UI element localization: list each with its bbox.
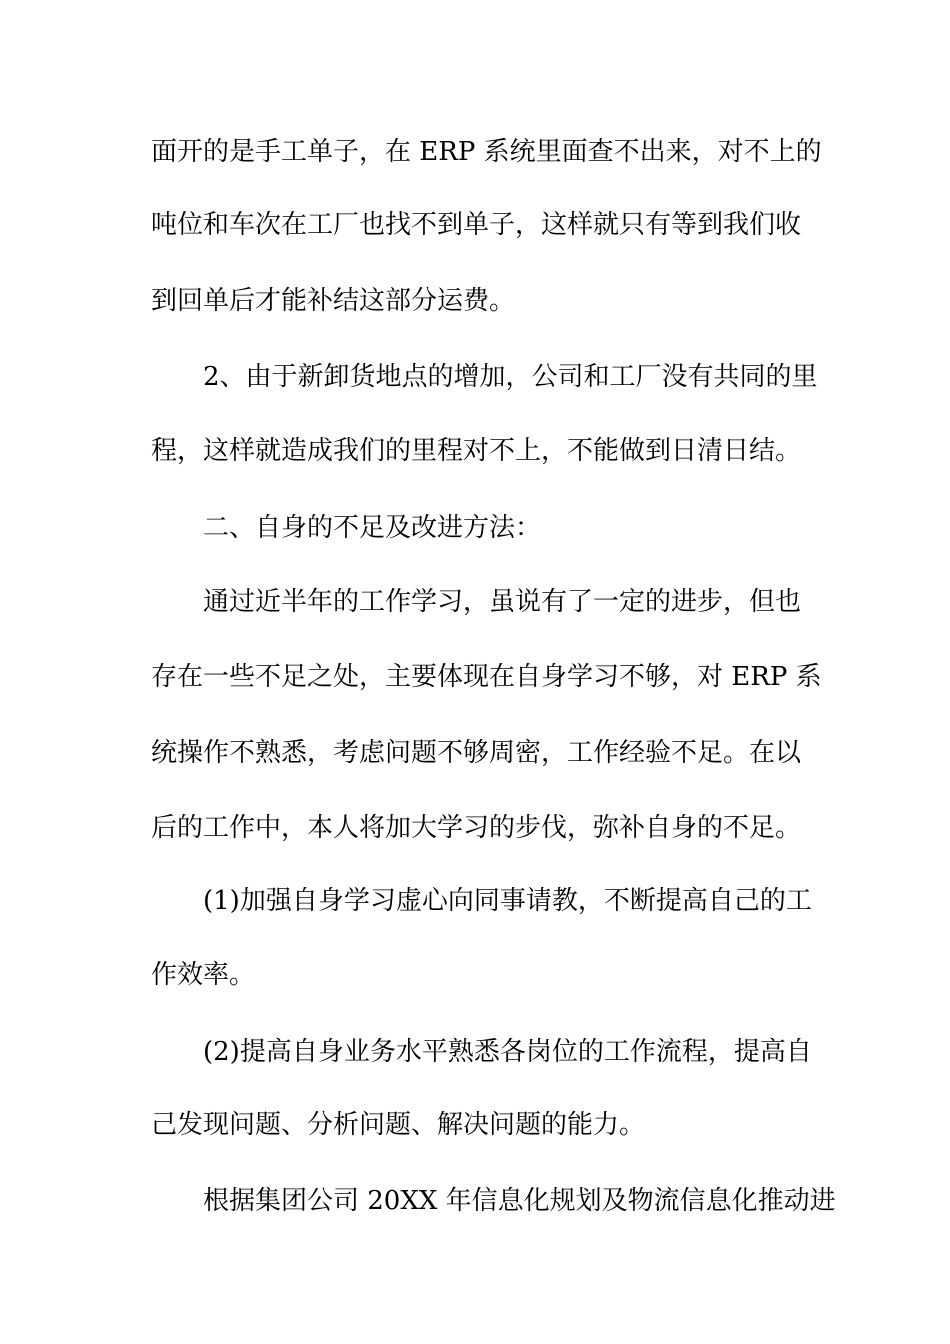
text-line: 程，这样就造成我们的里程对不上，不能做到日清日结。 bbox=[151, 436, 802, 466]
text-line: 后的工作中，本人将加大学习的步伐，弥补自身的不足。 bbox=[151, 813, 802, 843]
text-line: 统操作不熟悉，考虑问题不够周密，工作经验不足。在以 bbox=[151, 738, 802, 768]
text-line: 存在一些不足之处，主要体现在自身学习不够，对 ERP 系 bbox=[151, 662, 822, 692]
section-heading: 二、自身的不足及改进方法： bbox=[203, 513, 542, 543]
list-item: (1)加强自身学习虚心向同事请教，不断提高自己的工 bbox=[203, 886, 812, 916]
text-line: 通过近半年的工作学习，虽说有了一定的进步，但也 bbox=[203, 587, 802, 617]
list-item: (2)提高自身业务水平熟悉各岗位的工作流程，提高自 bbox=[203, 1037, 812, 1067]
text-line: 根据集团公司 20XX 年信息化规划及物流信息化推动进 bbox=[203, 1186, 836, 1216]
text-line: 面开的是手工单子，在 ERP 系统里面查不出来，对不上的 bbox=[151, 137, 822, 167]
text-line: 2、由于新卸货地点的增加，公司和工厂没有共同的里 bbox=[203, 362, 818, 392]
text-line: 己发现问题、分析问题、解决问题的能力。 bbox=[151, 1110, 646, 1140]
text-line: 到回单后才能补结这部分运费。 bbox=[151, 286, 516, 316]
text-line: 作效率。 bbox=[151, 960, 256, 990]
text-line: 吨位和车次在工厂也找不到单子，这样就只有等到我们收 bbox=[151, 210, 802, 240]
